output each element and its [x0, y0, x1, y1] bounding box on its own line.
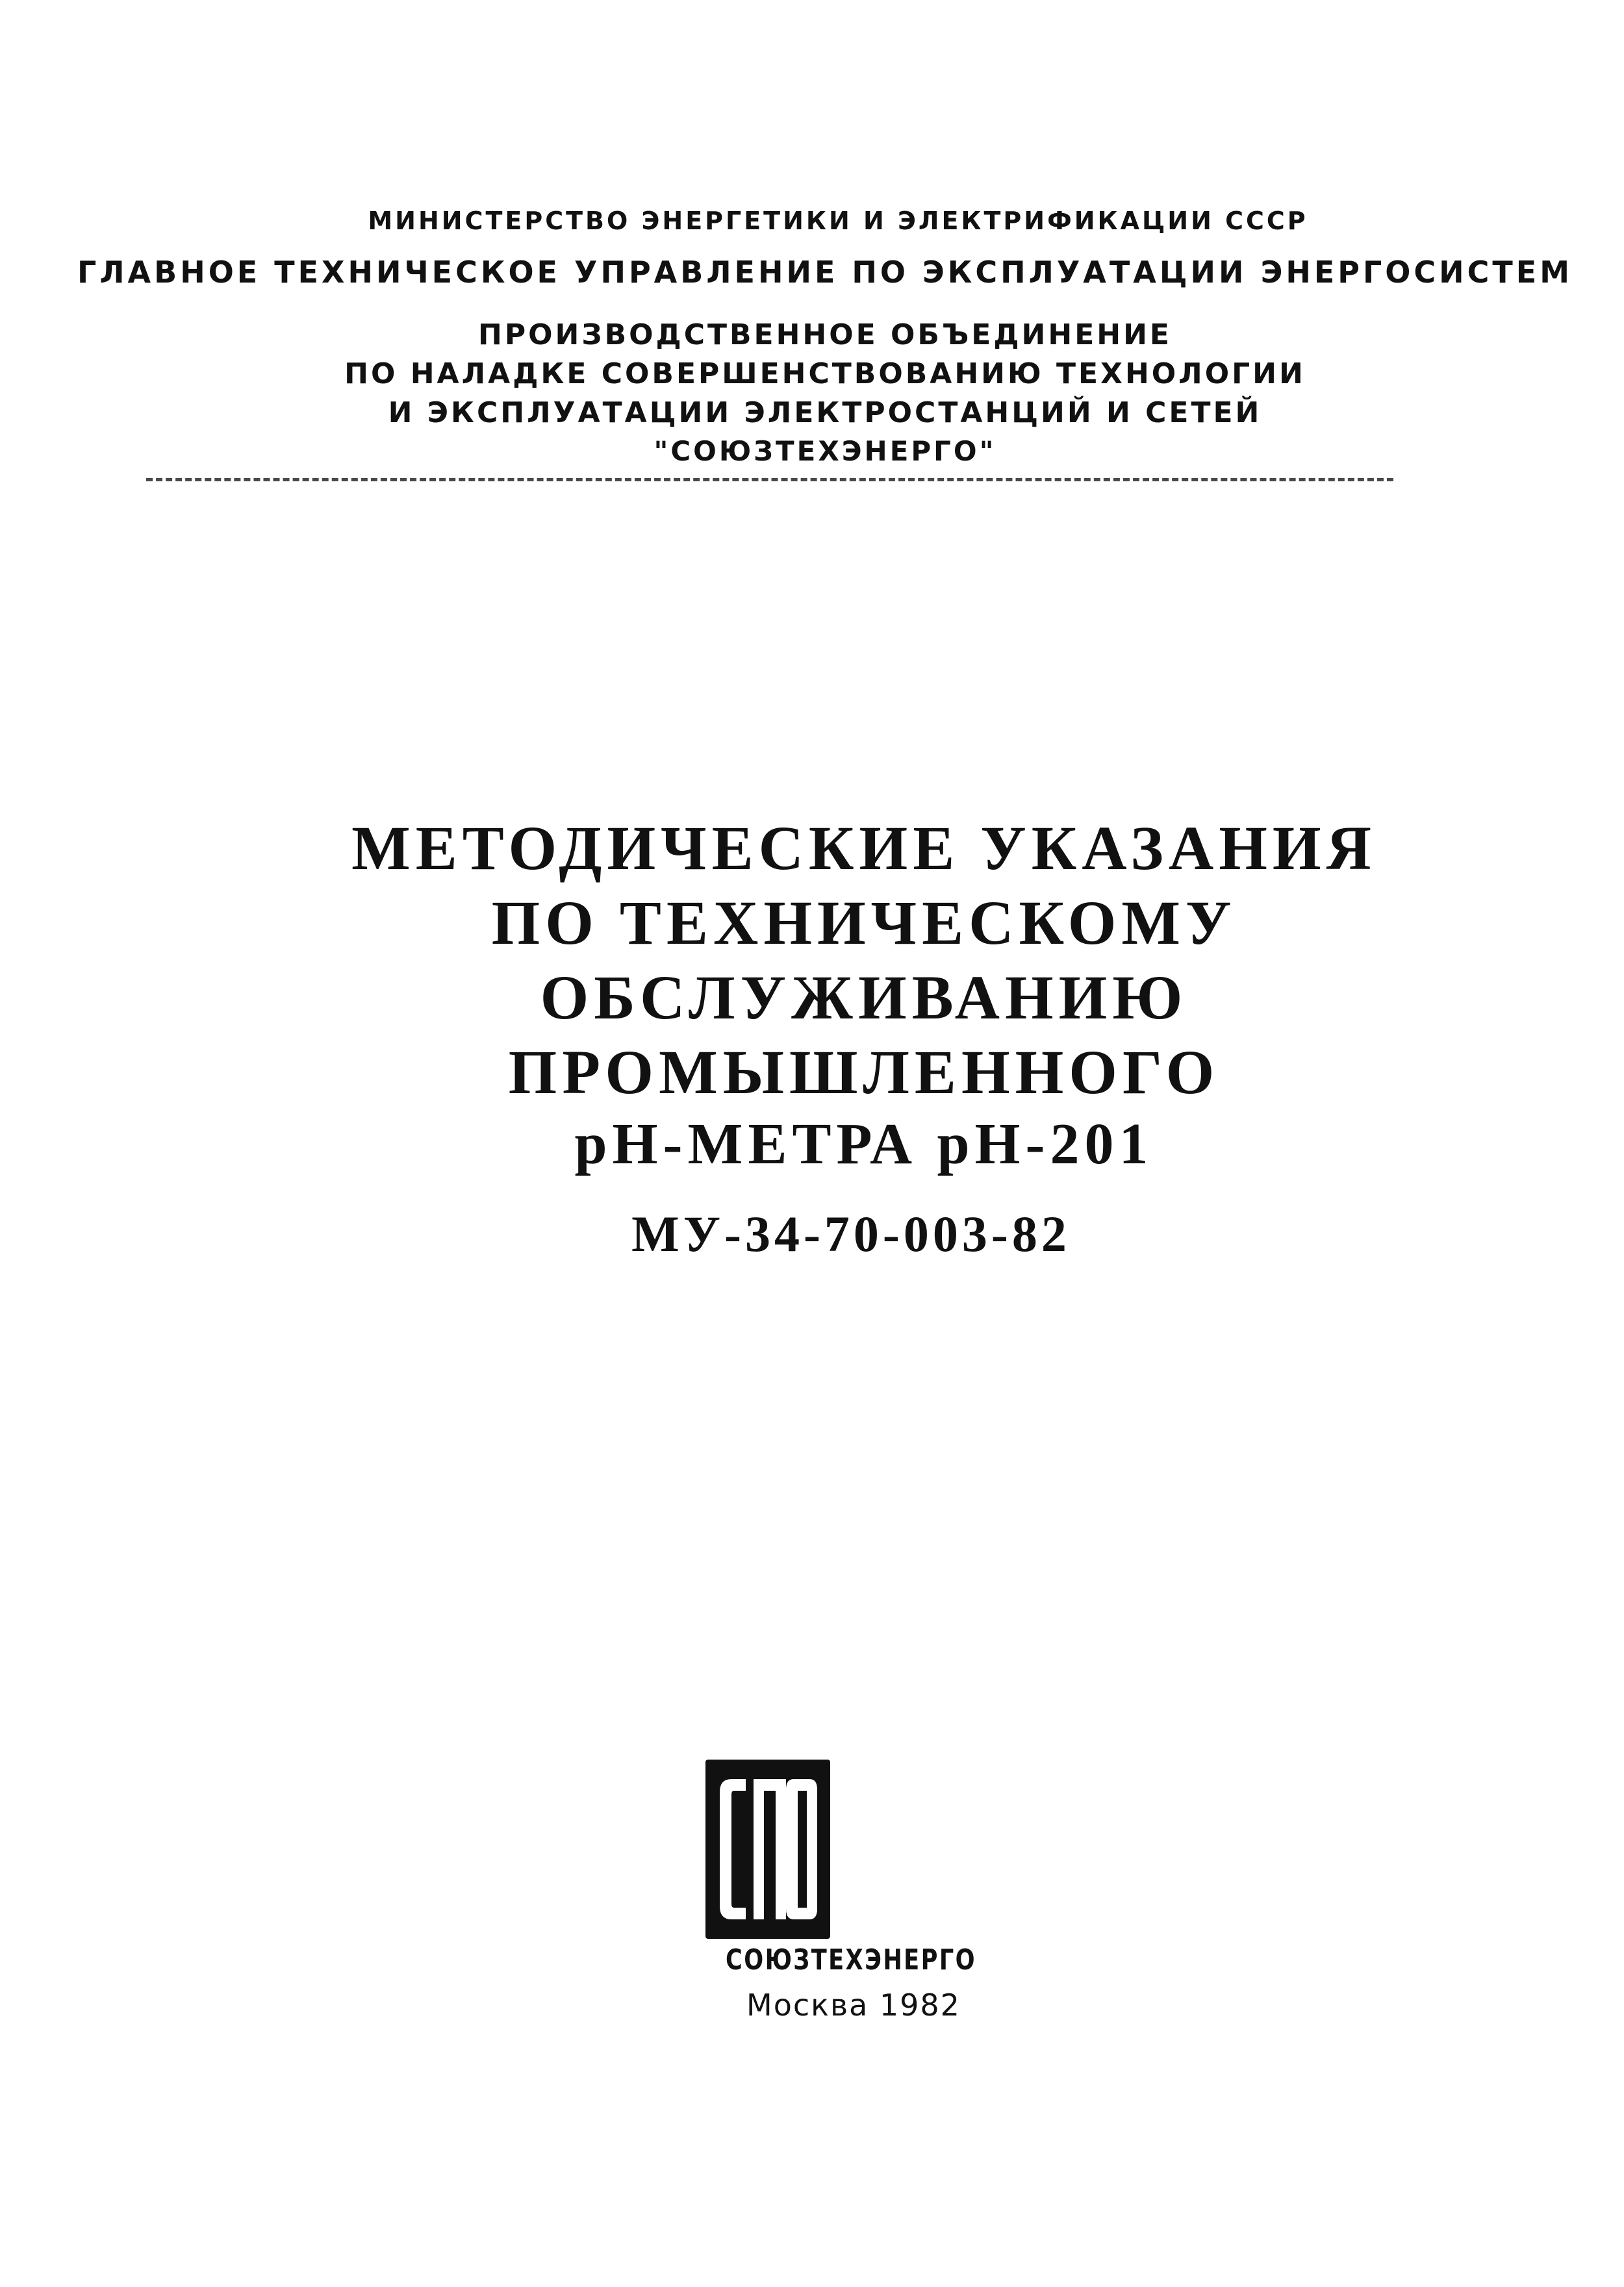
association-line-3: И ЭКСПЛУАТАЦИИ ЭЛЕКТРОСТАНЦИЙ И СЕТЕЙ [388, 396, 1262, 429]
title-line-1: МЕТОДИЧЕСКИЕ УКАЗАНИЯ [351, 813, 1377, 883]
association-line-4: "СОЮЗТЕХЭНЕРГО" [653, 435, 996, 467]
association-line-1: ПРОИЗВОДСТВЕННОЕ ОБЪЕДИНЕНИЕ [478, 318, 1172, 351]
publisher-name: СОЮЗТЕХЭНЕРГО [726, 1943, 976, 1977]
title-line-4: ПРОМЫШЛЕННОГО [508, 1037, 1220, 1107]
logo-mark [705, 1760, 830, 1939]
title-line-5: pH-МЕТРА pH-201 [574, 1112, 1154, 1176]
publisher-logo-icon [705, 1760, 830, 1939]
title-line-2: ПО ТЕХНИЧЕСКОМУ [491, 888, 1237, 957]
ministry-name: МИНИСТЕРСТВО ЭНЕРГЕТИКИ И ЭЛЕКТРИФИКАЦИИ СССР [368, 207, 1308, 235]
document-code: МУ-34-70-003-82 [631, 1206, 1071, 1262]
title-line-3: ОБСЛУЖИВАНИЮ [540, 963, 1188, 1032]
header-divider [146, 478, 1393, 481]
directorate-name: ГЛАВНОЕ ТЕХНИЧЕСКОЕ УПРАВЛЕНИЕ ПО ЭКСПЛУАТАЦИИ ЭНЕРГОСИСТЕМ [77, 255, 1573, 290]
association-line-2: ПО НАЛАДКЕ СОВЕРШЕНСТВОВАНИЮ ТЕХНОЛОГИИ [344, 357, 1306, 390]
city-year: Москва 1982 [746, 1988, 961, 2023]
